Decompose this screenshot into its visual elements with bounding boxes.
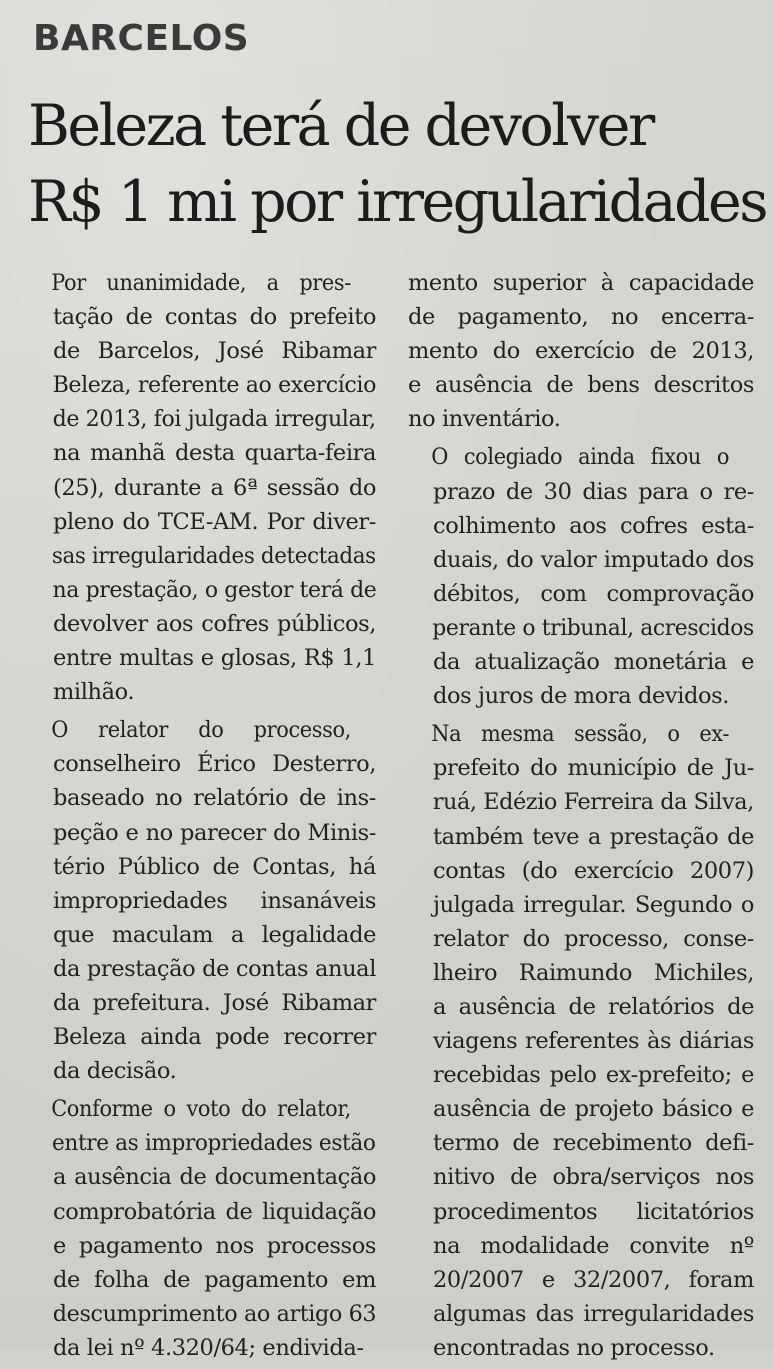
article-line: da lei nº 4.320/64; endivida-: [53, 1334, 364, 1361]
article-line: de folha de pagamento em: [53, 1266, 376, 1293]
article-paragraph: [28, 266, 376, 709]
article-line: e pagamento nos processos: [53, 1232, 376, 1259]
article-line: O colegiado ainda fixou o: [431, 444, 730, 471]
article-line: colhimento aos cofres esta-: [433, 512, 754, 539]
article-line: que maculam a legalidade: [53, 921, 376, 948]
headline: [28, 88, 768, 240]
article-line: Beleza ainda pode recorrer: [53, 1024, 376, 1051]
article-line: mento do exercício de 2013,: [408, 338, 754, 365]
article-line: descumprimento ao artigo 63: [52, 1300, 377, 1327]
article-line: julgada irregular. Segundo o: [433, 891, 754, 918]
article-line: Beleza, referente ao exercício: [52, 372, 377, 399]
article-line: viagens referentes às diárias: [433, 1028, 754, 1055]
article-line: nitivo de obra/serviços nos: [433, 1164, 754, 1191]
article-line: Por unanimidade, a pres-: [51, 270, 351, 296]
article-line: peção e no parecer do Minis-: [53, 819, 376, 846]
article-line: da prefeitura. José Ribamar: [53, 989, 376, 1016]
article-line: algumas das irregularidades: [433, 1300, 754, 1327]
article-line: Na mesma sessão, o ex-: [431, 721, 730, 748]
article-line: entre multas e glosas, R$ 1,1: [53, 645, 376, 672]
article-line: duais, do valor imputado dos: [433, 546, 754, 573]
article-line: de pagamento, no encerra-: [408, 304, 754, 331]
article-line: mento superior à capacidade: [408, 270, 754, 296]
article-line: também teve a prestação de: [433, 823, 754, 850]
article-paragraph: [28, 1092, 376, 1365]
article-line: baseado no relatório de ins-: [53, 785, 376, 812]
article-line: entre as impropriedades estão: [52, 1130, 376, 1157]
article-line: e ausência de bens descritos: [408, 372, 754, 399]
article-line: dos juros de mora devidos.: [433, 683, 730, 710]
article-line: (25), durante a 6ª sessão do: [53, 474, 376, 501]
article-line: perante o tribunal, acrescidos: [432, 614, 754, 641]
article-line: a ausência de documentação: [53, 1164, 376, 1191]
article-line: procedimentos licitatórios: [433, 1198, 754, 1225]
article-line: sas irregularidades detectadas: [51, 542, 376, 569]
article-line: Conforme o voto do relator,: [51, 1096, 351, 1123]
article-line: impropriedades insanáveis: [53, 887, 376, 914]
article-line: 20/2007 e 32/2007, foram: [433, 1266, 754, 1293]
article-line: a ausência de relatórios de: [433, 993, 754, 1020]
article-line: na manhã desta quarta-feira: [53, 440, 376, 467]
article-line: de 2013, foi julgada irregular,: [52, 406, 376, 433]
article-line: na prestação, o gestor terá de: [52, 576, 377, 603]
article-line: termo de recebimento defi-: [433, 1130, 754, 1157]
article-line: no inventário.: [408, 406, 561, 433]
article-line: relator do processo, conse-: [433, 925, 754, 952]
article-line: da prestação de contas anual: [53, 955, 376, 982]
headline-line-2: R$ 1 mi por irregularidades: [28, 169, 767, 235]
article-line: devolver aos cofres públicos,: [53, 610, 376, 637]
article-line: tério Público de Contas, há: [53, 853, 376, 880]
article-line: débitos, com comprovação: [433, 580, 754, 607]
article-line: na modalidade convite nº: [433, 1232, 754, 1259]
article-line: lheiro Raimundo Michiles,: [433, 959, 754, 986]
article-line: pleno do TCE-AM. Por diver-: [53, 508, 376, 535]
article-line: milhão.: [53, 679, 135, 706]
article-line: ruá, Edézio Ferreira da Silva,: [432, 789, 754, 816]
article-line: tação de contas do prefeito: [53, 304, 376, 331]
article-line: encontradas no processo.: [433, 1334, 715, 1361]
article-line: prefeito do município de Ju-: [433, 755, 754, 782]
article-line: prazo de 30 dias para o re-: [433, 478, 754, 505]
article-line: da atualização monetária e: [433, 649, 754, 676]
article-column-right: [408, 266, 754, 1369]
article-line: de Barcelos, José Ribamar: [53, 338, 376, 365]
article-line: da decisão.: [53, 1058, 177, 1085]
article-line: O relator do processo,: [51, 717, 351, 744]
article-paragraph: [408, 440, 754, 713]
article-paragraph: [28, 713, 376, 1088]
article-line: contas (do exercício 2007): [433, 857, 754, 884]
article-line: ausência de projeto básico e: [433, 1096, 754, 1123]
headline-line-1: Beleza terá de devolver: [28, 93, 653, 159]
section-kicker: BARCELOS: [33, 18, 250, 59]
article-column-left: [28, 266, 376, 1369]
article-line: conselheiro Érico Desterro,: [53, 751, 376, 778]
article-paragraph: [408, 717, 754, 1365]
article-line: recebidas pelo ex-prefeito; e: [433, 1062, 754, 1089]
article-line: comprobatória de liquidação: [53, 1198, 376, 1225]
article-paragraph: [408, 266, 754, 436]
